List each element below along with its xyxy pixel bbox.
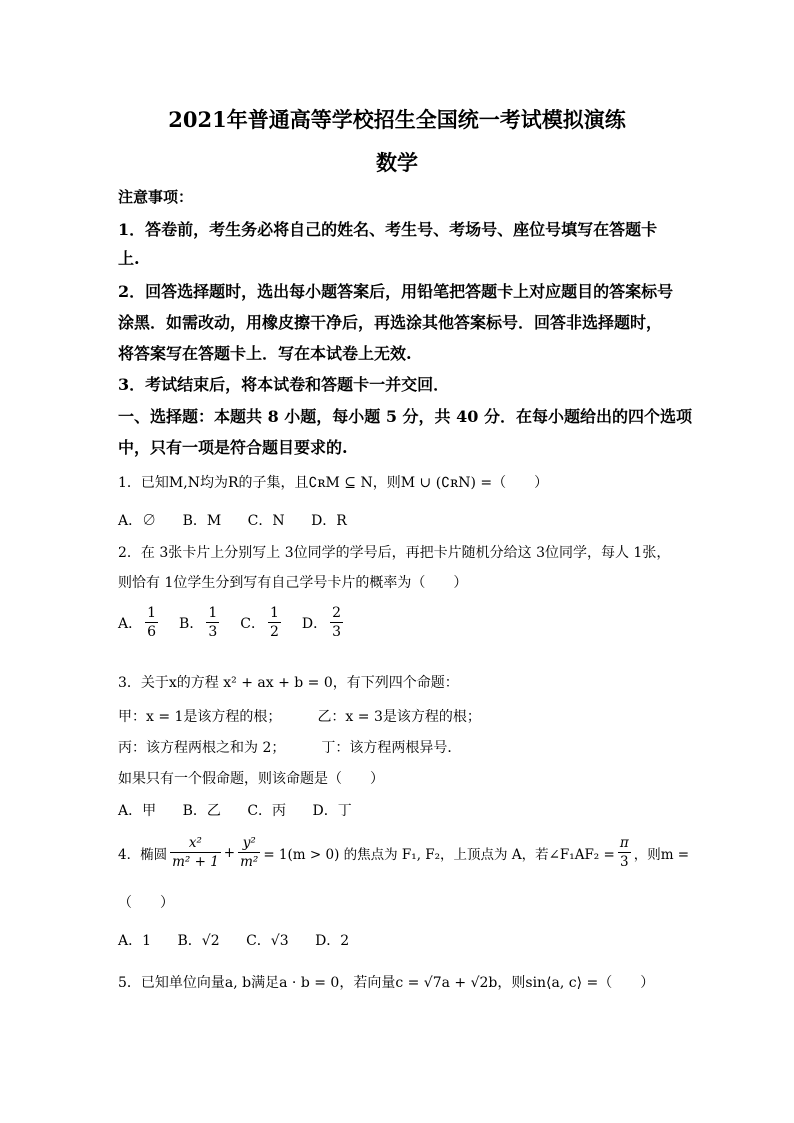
q3-option-b: B．乙 <box>182 803 221 819</box>
q5-stem: 5．已知单位向量a, b满足a · b = 0，若向量c = √7a + √2b，则sin⟨a, c⟩ =（ ） <box>118 975 655 991</box>
q3-option-c: C．丙 <box>247 803 287 819</box>
exam-subject: 数学 <box>376 150 418 175</box>
q2-option-a <box>118 604 161 641</box>
denominator: 2 <box>269 624 279 640</box>
q2-option-b <box>179 604 222 641</box>
notice-item2-line1: 2．回答选择题时，选出每小题答案后，用铅笔把答题卡上对应题目的答案标号 <box>118 282 674 301</box>
q4-option-d: D．2 <box>315 933 350 949</box>
denominator: 3 <box>208 624 218 640</box>
notice-item2-line3: 将答案写在答题卡上．写在本试卷上无效. <box>118 344 412 363</box>
q1-option-d: D．R <box>311 513 347 529</box>
q4-option-c: C．√3 <box>246 933 289 949</box>
q1-option-c: C．N <box>247 513 285 529</box>
section1-line2: 中，只有一项是符合题目要求的. <box>118 438 348 457</box>
q4-plus: + <box>223 844 236 861</box>
q2-option-d-label: D． <box>301 615 328 632</box>
q3-option-a: A．甲 <box>118 803 157 819</box>
q4-fraction-2 <box>238 834 260 871</box>
q3-bing: 丙：该方程两根之和为 2； <box>118 740 286 756</box>
numerator: 1 <box>208 605 218 621</box>
denominator: m² <box>240 854 259 870</box>
exam-title: 2021年普通高等学校招生全国统一考试模拟演练 <box>168 107 626 132</box>
q3-option-d: D．丁 <box>312 803 352 819</box>
q3-ding: 丁：该方程两根异号． <box>321 740 462 756</box>
q4-fraction-1 <box>170 834 221 871</box>
numerator: 2 <box>332 605 342 621</box>
denominator: 3 <box>332 624 342 640</box>
q2-option-c <box>240 604 284 641</box>
q3-propositions-1 <box>118 706 481 726</box>
q4-option-a: A．1 <box>118 933 152 949</box>
numerator: y² <box>242 835 256 851</box>
q4-prefix: 4．椭圆 <box>118 846 168 863</box>
q2-option-b-label: B． <box>179 615 204 632</box>
q4-suffix: ，则m = <box>633 846 690 863</box>
numerator: 1 <box>147 605 157 621</box>
q3-options <box>118 800 374 820</box>
numerator: π <box>619 835 629 851</box>
denominator: 3 <box>619 854 629 870</box>
numerator: x² <box>188 835 202 851</box>
notice-heading: 注意事项： <box>118 188 194 206</box>
q3-stem: 3．关于x的方程 x² + ax + b = 0，有下列四个命题： <box>118 675 459 691</box>
q4-options <box>118 930 371 950</box>
section1-line1: 一、选择题：本题共 8 小题，每小题 5 分，共 40 分．在每小题给出的四个选项 <box>118 407 692 426</box>
q2-option-a-fraction <box>145 604 158 641</box>
q2-line2: 则恰有 1位学生分到写有自己学号卡片的概率为（ ） <box>118 575 468 591</box>
q1-option-b: B．M <box>182 513 222 529</box>
q2-option-c-fraction <box>268 604 281 641</box>
denominator: m² + 1 <box>172 854 219 870</box>
q1-options <box>118 510 369 530</box>
q2-option-c-label: C． <box>240 615 265 632</box>
notice-item1-line2: 上. <box>118 249 140 268</box>
q2-option-d <box>302 604 346 641</box>
notice-item3: 3．考试结束后，将本试卷和答题卡一并交回． <box>118 375 450 394</box>
q2-option-a-label: A． <box>118 615 143 632</box>
q2-option-d-fraction <box>330 604 343 641</box>
q1-stem: 1．已知M,N均为R的子集，且∁ʀM ⊆ N，则M ∪ (∁ʀN) =（ ） <box>118 475 549 491</box>
q3-jia: 甲：x = 1是该方程的根； <box>118 709 282 725</box>
q4-mid: = 1(m > 0) 的焦点为 F₁, F₂，上顶点为 A，若∠F₁AF₂ = <box>263 846 615 863</box>
q1-option-a: A．∅ <box>118 513 157 529</box>
q3-yi: 乙：x = 3是该方程的根； <box>317 709 481 725</box>
q4-stem <box>118 834 689 871</box>
notice-item2-line2: 涂黑．如需改动，用橡皮擦干净后，再选涂其他答案标号．回答非选择题时， <box>118 313 663 332</box>
q3-ask: 如果只有一个假命题，则该命题是（ ） <box>118 771 384 787</box>
q3-propositions-2 <box>118 737 461 757</box>
numerator: 1 <box>269 605 279 621</box>
notice-item1-line1: 1．答卷前，考生务必将自己的姓名、考生号、考场号、座位号填写在答题卡 <box>118 220 658 239</box>
denominator: 6 <box>147 624 157 640</box>
q4-line2: （ ） <box>118 895 174 911</box>
q4-option-b: B．√2 <box>177 933 220 949</box>
q2-options <box>118 604 364 641</box>
q2-line1: 2．在 3张卡片上分别写上 3位同学的学号后，再把卡片随机分给这 3位同学，每人 1张， <box>118 545 671 561</box>
q4-fraction-3 <box>618 834 631 871</box>
q2-option-b-fraction <box>206 604 219 641</box>
